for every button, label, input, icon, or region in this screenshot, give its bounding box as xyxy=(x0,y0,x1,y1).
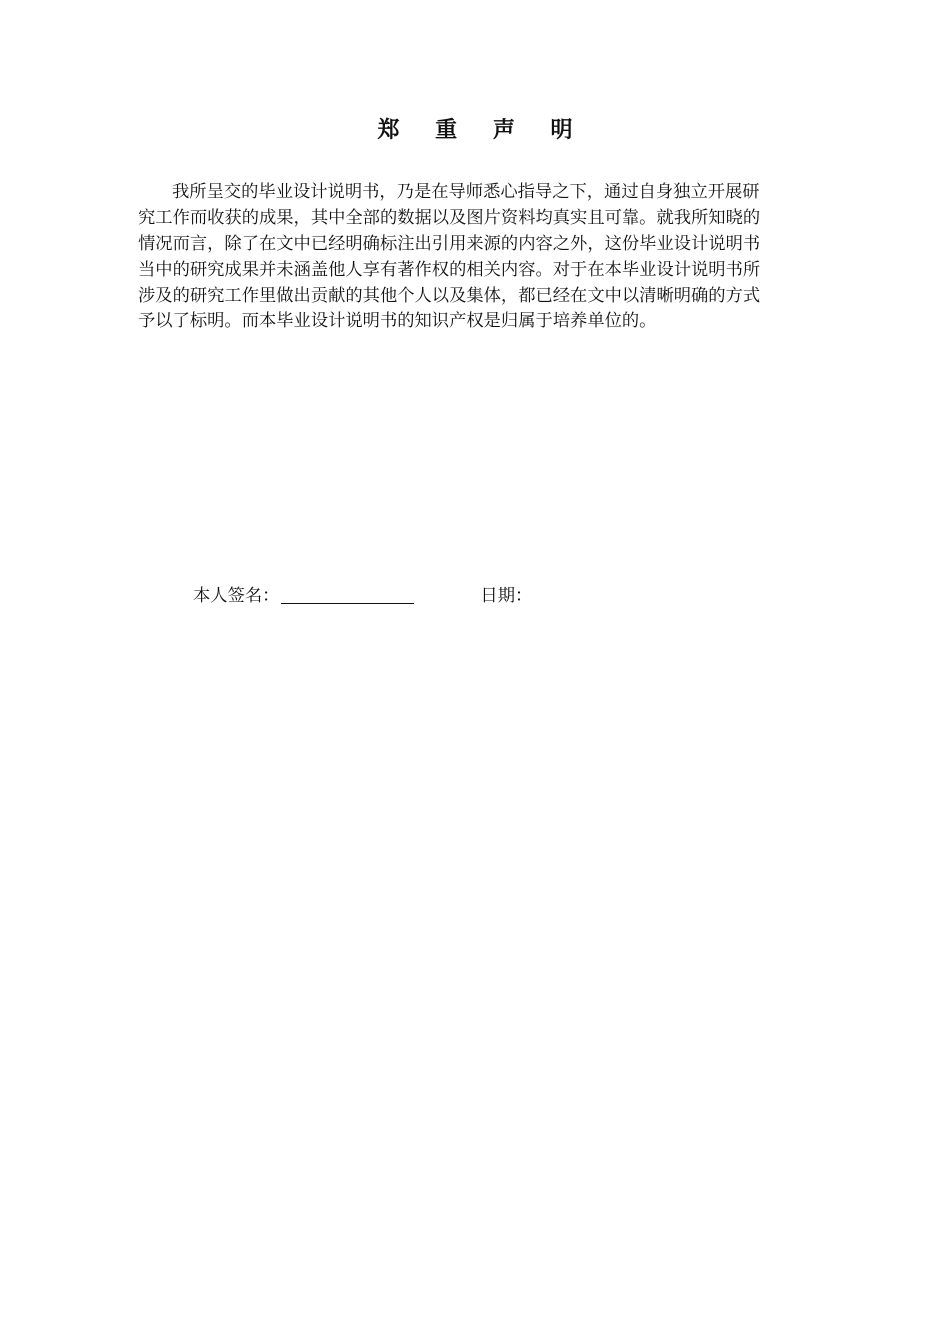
paragraph-line: 究工作而收获的成果，其中全部的数据以及图片资料均真实且可靠。就我所知晓的 xyxy=(138,207,761,228)
paragraph-line: 予以了标明。而本毕业设计说明书的知识产权是归属于培养单位的。 xyxy=(138,311,657,332)
signature-row xyxy=(193,583,532,609)
date-label: 日期： xyxy=(480,586,533,606)
page-title: 郑 重 声 明 xyxy=(377,118,587,143)
paragraph-line: 涉及的研究工作里做出贡献的其他个人以及集体，都已经在文中以清晰明确的方式 xyxy=(138,285,761,306)
declaration-paragraph xyxy=(138,180,830,335)
paragraph-line: 我所呈交的毕业设计说明书，乃是在导师悉心指导之下，通过自身独立开展研 xyxy=(172,182,760,202)
paragraph-line: 情况而言，除了在文中已经明确标注出引用来源的内容之外，这份毕业设计说明书 xyxy=(138,233,761,254)
paragraph-line: 当中的研究成果并未涵盖他人享有著作权的相关内容。对于在本毕业设计说明书所 xyxy=(138,259,761,280)
signature-line[interactable] xyxy=(281,585,414,604)
signature-label: 本人签名： xyxy=(193,586,280,606)
